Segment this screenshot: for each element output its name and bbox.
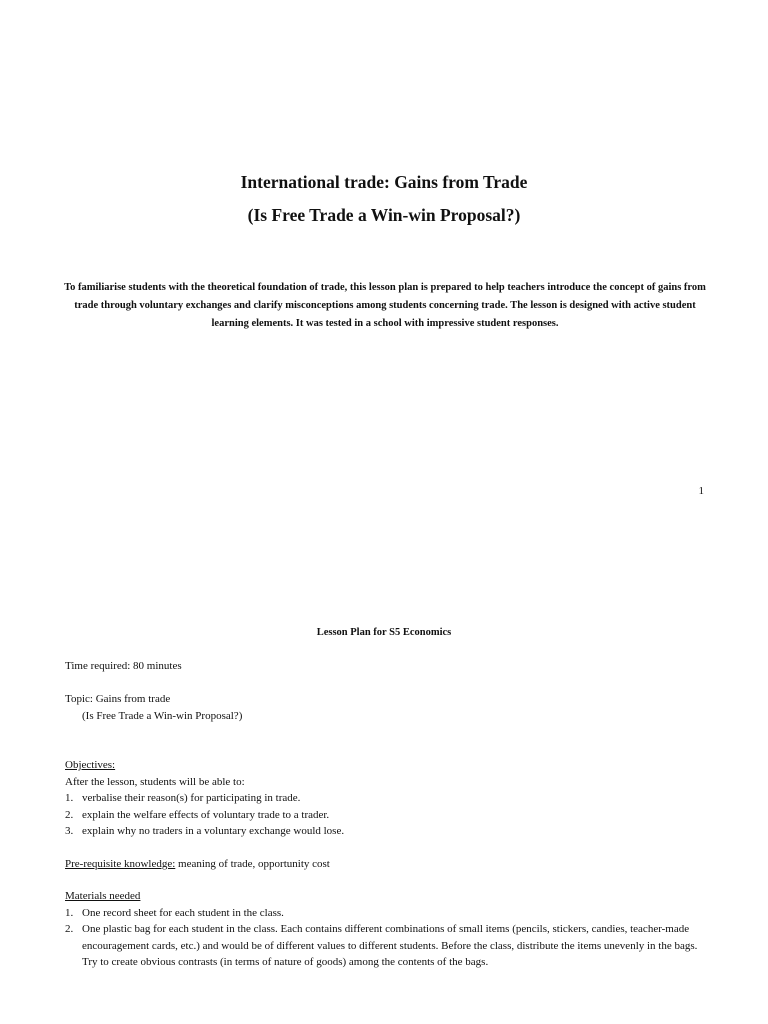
objectives-heading: Objectives: <box>65 759 116 771</box>
prerequisite-section <box>65 856 705 873</box>
page-number: 1 <box>698 485 704 497</box>
prerequisite-heading: Pre-requisite knowledge: <box>65 858 176 870</box>
summary-paragraph: To familiarise students with the theoretical foundation of trade, this lesson plan is prepared to help teachers introduce the concept of gains from trade through voluntary exchanges and clarify misconceptions among students concerning trade. The lesson is designed with active student learning elements. It was tested in a school with impressive student responses. <box>64 282 706 329</box>
time-required: Time required: 80 minutes <box>65 660 182 672</box>
materials-list <box>65 905 705 971</box>
list-item <box>65 921 705 971</box>
objectives-intro: After the lesson, students will be able to: <box>65 775 245 788</box>
list-item-text: explain the welfare effects of voluntary trade to a trader. <box>82 808 330 821</box>
topic-line: Topic: Gains from trade <box>65 693 171 705</box>
list-item-text: explain why no traders in a voluntary exchange would lose. <box>82 825 345 837</box>
topic-block <box>65 691 705 724</box>
materials-heading: Materials needed <box>65 890 141 902</box>
materials-section <box>65 888 705 971</box>
list-item <box>65 823 705 840</box>
document-title: International trade: Gains from Trade <box>240 172 528 192</box>
list-item-number: 3. <box>65 825 74 837</box>
list-item-text: One record sheet for each student in the class. <box>82 906 284 919</box>
list-item <box>65 807 705 824</box>
list-item-number: 1. <box>65 792 74 804</box>
document-subtitle: (Is Free Trade a Win-win Proposal?) <box>247 205 521 225</box>
list-item-text: One plastic bag for each student in the class. Each contains different combinations of small items (pencils, stickers, candies, teacher-made encouragement cards, etc.) and would be of different values to different students. Before the class, distribute the items unevenly in the bags. Try to create obvious contrasts (in terms of nature of goods) among the contents of the bags. <box>82 923 698 968</box>
list-item-text: verbalise their reason(s) for participating in trade. <box>82 792 301 804</box>
lesson-plan-title: Lesson Plan for S5 Economics <box>316 627 452 638</box>
list-item <box>65 790 705 807</box>
list-item-number: 1. <box>65 906 74 919</box>
list-item-number: 2. <box>65 923 74 935</box>
list-item <box>65 905 705 922</box>
topic-subline: (Is Free Trade a Win-win Proposal?) <box>82 709 243 722</box>
prerequisite-text: meaning of trade, opportunity cost <box>175 858 330 870</box>
objectives-list <box>65 790 705 840</box>
objectives-section <box>65 757 705 840</box>
list-item-number: 2. <box>65 808 74 821</box>
